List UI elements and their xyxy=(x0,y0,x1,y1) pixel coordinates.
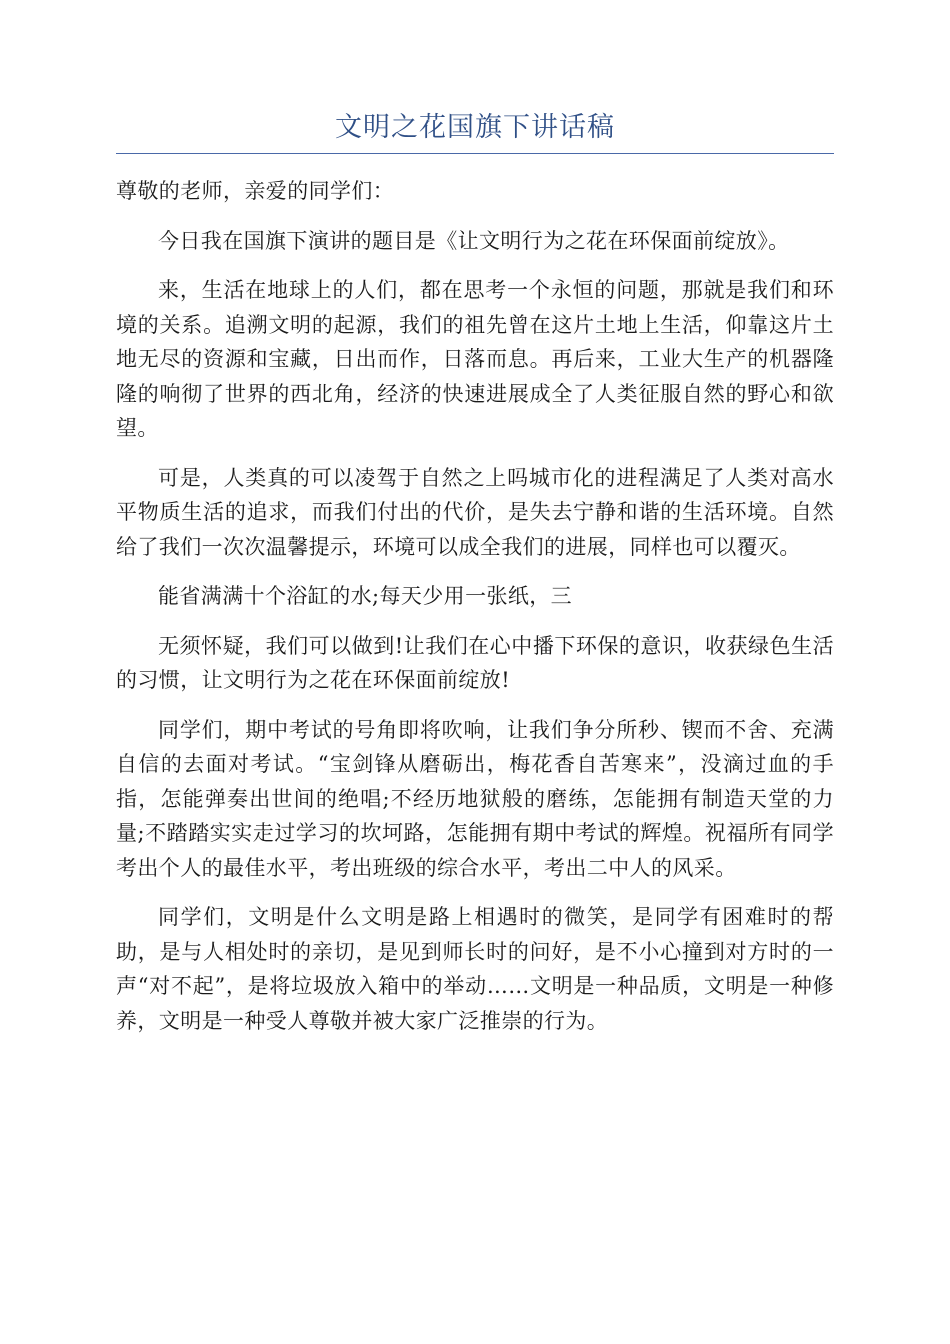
paragraph: 无须怀疑，我们可以做到!让我们在心中播下环保的意识，收获绿色生活的习惯，让文明行为之花在环保面前绽放! xyxy=(116,633,834,692)
paragraph: 能省满满十个浴缸的水;每天少用一张纸，三 xyxy=(158,584,573,608)
paragraph: 来，生活在地球上的人们，都在思考一个永恒的问题，那就是我们和环境的关系。追溯文明的起源，我们的祖先曾在这片土地上生活，仰靠这片土地无尽的资源和宝藏，日出而作，日落而息。再后来，工业大生产的机器隆隆的响彻了世界的西北角，经济的快速进展成全了人类征服自然的野心和欲望。 xyxy=(116,278,834,440)
document-page xyxy=(116,0,834,1344)
paragraph: 可是，人类真的可以凌驾于自然之上吗城市化的进程满足了人类对高水平物质生活的追求，而我们付出的代价，是失去宁静和谐的生活环境。自然给了我们一次次温馨提示，环境可以成全我们的进展，同样也可以覆灭。 xyxy=(116,465,834,559)
document-title: 文明之花国旗下讲话稿 xyxy=(335,112,615,143)
salutation: 尊敬的老师，亲爱的同学们： xyxy=(116,179,395,203)
document-body xyxy=(116,174,834,1053)
paragraph: 今日我在国旗下演讲的题目是《让文明行为之花在环保面前绽放》。 xyxy=(158,228,790,253)
paragraph: 同学们，文明是什么文明是路上相遇时的微笑，是同学有困难时的帮助，是与人相处时的亲切，是见到师长时的问好，是不小心撞到对方时的一声“对不起”，是将垃圾放入箱中的举动……文明是一种品质，文明是一种修养，文明是一种受人尊敬并被大家广泛推崇的行为。 xyxy=(116,905,834,1033)
title-underline xyxy=(116,153,834,154)
paragraph: 同学们，期中考试的号角即将吹响，让我们争分所秒、锲而不舍、充满自信的去面对考试。“宝剑锋从磨砺出，梅花香自苦寒来”，没滴过血的手指，怎能弹奏出世间的绝唱;不经历地狱般的磨练，怎能拥有制造天堂的力量;不踏踏实实走过学习的坎坷路，怎能拥有期中考试的辉煌。祝福所有同学考出个人的最佳水平，考出班级的综合水平，考出二中人的风采。 xyxy=(116,717,834,880)
